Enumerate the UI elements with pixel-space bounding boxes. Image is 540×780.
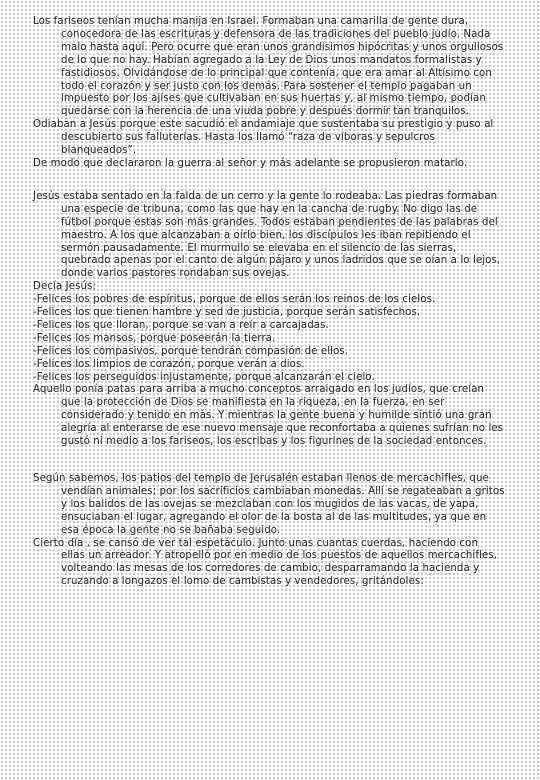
paragraph: De modo que declararon la guerra al señor y más adelante se propusieron matarlo. xyxy=(33,157,468,169)
paragraph: Aquello ponía patas para arriba a mucho conceptos arraigado en los judíos, que creían que la protección de Dios se manifiesta en la riqueza, en la fuerza, en ser considerado y tenido en más. Y mientras la gente buena y humilde sintió una gran alegría al enterarse de ese nuevo mensaje que reconfortaba a quienes sufrían no les gustó ni medio a los fariseos, los escribas y los figurines de la sociedad entonces. xyxy=(33,384,504,448)
paragraph: Cierto día , se cansó de ver tal espetáculo. Junto unas cuantas cuerdas, haciendo con ellas un arreador. Y atropelló por en medio de los puestos de aquellos mercachifles, volteando las mesas de los corredores de cambio, desparramando la hacienda y cruzando a longazos el lomo de cambistas y vendedores, gritándoles: xyxy=(33,537,498,588)
paragraph: Según sabemos, los patios del templo de Jerusalén estaban llenos de mercachifles, que vendían animales; por los sacrificios cambiaban monedas. Allí se regateaban a gritos y los balidos de las ovejas se mezclaban con los mugidos de las vacas, de yapa, ensuciaban el lugar, agregando el olor de la bosta al de las multitudes, ya que en esa época la gente no se bañaba seguido. xyxy=(33,473,505,536)
paragraph: Jesús estaba sentado en la falda de un cerro y la gente lo rodeaba. Las piedras formaban una especie de tribuna, como las que hay en la cancha de rugby. No digo las de fútbol porque estas son más grandes. Todos estaban pendientes de las palabras del maestro. A los que alcanzaban a oírlo bien, los discípulos les iban repitiendo el sermón pausadamente. El murmullo se elevaba en el silencio de las sierras, quebrado apenas por el canto de algún pájaro y unos ladridos que se oían a lo lejos, donde varios pastores rondaban sus ovejas. xyxy=(33,190,501,280)
beatitude-line: -Felices los que tienen hambre y sed de justicia, porque serán satisfechos. xyxy=(33,307,421,319)
beatitude-line: -Felices los limpios de corazón, porque verán a dios. xyxy=(33,358,305,370)
beatitude-line: -Felices los compasivos, porque tendrán compasión de ellos. xyxy=(33,345,349,357)
paragraph: Los fariseos tenían mucha manija en Israel. Formaban una camarilla de gente dura, conocedora de las escrituras y defensora de las tradiciones del pueblo judío. Nada malo hasta aquí. Pero ocurre que eran unos grandísimos hipócritas y unos orgullosos de lo que no hay. Habían agregado a la Ley de Dios unos mandatos formalistas y fastidiosos. Olvidándose de lo principal que contenía, que era amar al Altísimo con todo el corazón y ser justo con los demás. Para sostener el templo pagaban un impuesto por los ajíses que cultivaban en sus huertas y, al mismo tiempo, podían quedarse con la herencia de una viuda pobre y después dormir tan tranquilos. xyxy=(33,16,504,118)
beatitude-line: -Felices los pobres de espíritus, porque de ellos serán los reinos de los cielos. xyxy=(33,294,436,306)
beatitude-line: -Felices los perseguidos injustamente, porque alcanzarán el cielo. xyxy=(33,371,375,383)
beatitude-line: -Felices los que lloran, porque se van a reír a carcajadas. xyxy=(33,319,329,331)
paragraph: Decía Jesús: xyxy=(33,281,97,293)
beatitude-line: -Felices los mansos, porque poseerán la tierra. xyxy=(33,332,276,344)
section-spacer xyxy=(33,449,505,473)
section-spacer xyxy=(33,171,505,191)
paragraph: Odiaban a Jesús porque este sacudió el andamiaje que sustentaba su prestigio y puso al descubierto sus falluterías. Hasta los llamó “raza de víboras y sepulcros blanqueados”. xyxy=(33,119,494,157)
document-page xyxy=(33,16,505,589)
